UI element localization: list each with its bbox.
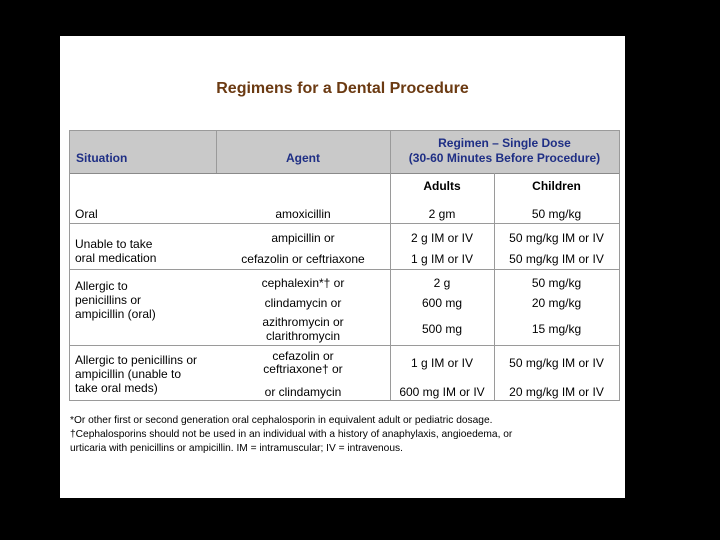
row-agent: amoxicillin bbox=[275, 207, 331, 221]
header-regimen-timing: (30-60 Minutes Before Procedure) bbox=[408, 151, 601, 165]
row-situation: Oral bbox=[75, 207, 98, 221]
row-agent: cefazolin or bbox=[272, 349, 334, 363]
row-adult-dose: 1 g IM or IV bbox=[410, 356, 474, 370]
row-adult-dose: 600 mg IM or IV bbox=[399, 385, 485, 399]
footnotes bbox=[70, 414, 620, 456]
row-adult-dose: 2 g IM or IV bbox=[410, 231, 474, 245]
footnote-dagger-cont: urticaria with penicillins or ampicillin. IM = intramuscular; IV = intravenous. bbox=[70, 443, 403, 454]
row-child-dose: 20 mg/kg IM or IV bbox=[509, 385, 604, 399]
row-agent: cephalexin*† or bbox=[261, 276, 345, 290]
row-adult-dose: 500 mg bbox=[421, 322, 463, 336]
row-child-dose: 50 mg/kg bbox=[531, 276, 582, 290]
row-child-dose: 50 mg/kg IM or IV bbox=[509, 356, 604, 370]
row-child-dose: 50 mg/kg IM or IV bbox=[509, 252, 604, 266]
row-adult-dose: 2 gm bbox=[428, 207, 456, 221]
slide-title: Regimens for a Dental Procedure bbox=[216, 80, 469, 97]
row-situation: ampicillin (unable to bbox=[75, 367, 182, 381]
row-child-dose: 50 mg/kg bbox=[531, 207, 582, 221]
row-agent: clarithromycin bbox=[265, 329, 340, 343]
row-divider bbox=[70, 269, 619, 270]
row-adult-dose: 2 g bbox=[433, 276, 451, 290]
row-agent: or clindamycin bbox=[264, 385, 342, 399]
row-child-dose: 50 mg/kg IM or IV bbox=[509, 231, 604, 245]
row-situation: Unable to take bbox=[75, 237, 153, 251]
row-agent: ceftriaxone† or bbox=[263, 362, 343, 376]
row-adult-dose: 600 mg bbox=[421, 296, 463, 310]
row-child-dose: 15 mg/kg bbox=[531, 322, 582, 336]
slide bbox=[60, 36, 625, 498]
row-situation: penicillins or bbox=[75, 293, 142, 307]
row-agent: cefazolin or ceftriaxone bbox=[241, 252, 365, 266]
row-adult-dose: 1 g IM or IV bbox=[410, 252, 474, 266]
row-agent: ampicillin or bbox=[271, 231, 335, 245]
header-regimen: Regimen – Single Dose bbox=[438, 136, 571, 150]
row-agent: azithromycin or bbox=[262, 315, 344, 329]
row-divider bbox=[70, 345, 619, 346]
row-situation: ampicillin (oral) bbox=[75, 307, 156, 321]
row-divider bbox=[70, 223, 619, 224]
header-situation: Situation bbox=[76, 151, 128, 165]
row-situation: Allergic to bbox=[75, 279, 128, 293]
header-agent: Agent bbox=[286, 151, 320, 165]
header-adults: Adults bbox=[423, 179, 461, 193]
row-situation: Allergic to penicillins or bbox=[75, 353, 198, 367]
footnote-asterisk: *Or other first or second generation oral cephalosporin in equivalent adult or pediatric dosage. bbox=[70, 415, 493, 426]
row-agent: clindamycin or bbox=[264, 296, 342, 310]
regimen-table bbox=[69, 130, 620, 401]
row-situation: take oral meds) bbox=[75, 381, 158, 395]
row-child-dose: 20 mg/kg bbox=[531, 296, 582, 310]
footnote-dagger: †Cephalosporins should not be used in an individual with a history of anaphylaxis, angioedema, or bbox=[70, 429, 513, 440]
row-situation: oral medication bbox=[75, 251, 157, 265]
header-children: Children bbox=[532, 179, 581, 193]
